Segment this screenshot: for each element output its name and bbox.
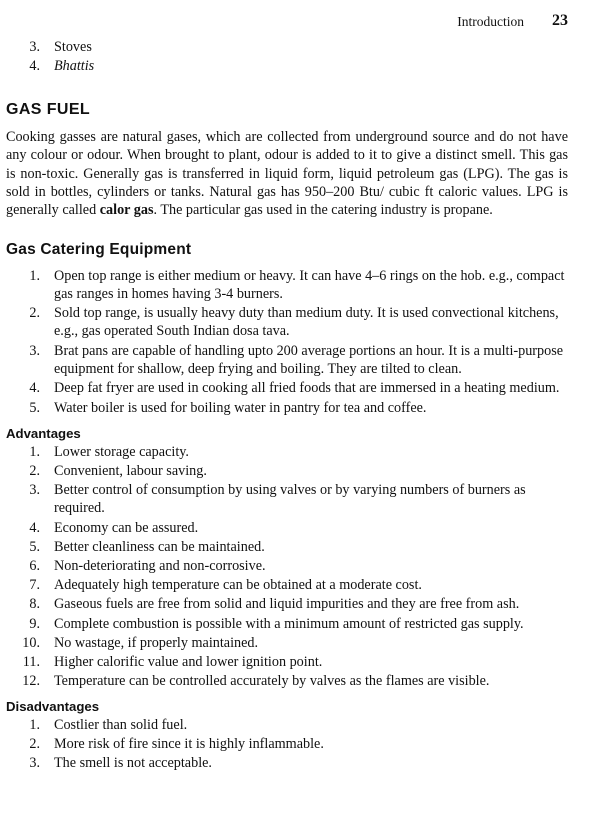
list-item — [6, 672, 568, 690]
item-text: Adequately high temperature can be obtained at a moderate cost. — [54, 577, 422, 594]
item-text: Stoves — [54, 39, 92, 55]
item-text: Water boiler is used for boiling water in pantry for tea and coffee. — [54, 400, 427, 417]
item-text: Sold top range, is usually heavy duty than medium duty. It is used convectional kitchens, e.g., gas operated South Indian dosa tava. — [54, 305, 559, 340]
item-number: 4. — [29, 58, 40, 75]
advantages-list — [6, 443, 568, 690]
item-number: 7. — [29, 577, 40, 594]
list-item — [6, 57, 568, 75]
item-text: Temperature can be controlled accurately by valves as the flames are visible. — [54, 673, 490, 690]
paragraph-text: Cooking gasses are natural gases, which are collected from underground source and do not have any colour or odour. When brought to plant, odour is added to it to give a distinct smell. This gas is non-toxic. Generally gas is transferred in liquid form, liquid petroleum gas (LPG). The gas is sold in bottles, cylinders or tanks. Natural gas has 950–200 Btu/ cubic ft caloric values. LPG is generally called — [6, 129, 568, 219]
item-text: Better control of consumption by using valves or by varying numbers of burners as required. — [54, 482, 526, 517]
list-item — [6, 653, 568, 671]
item-number: 12. — [22, 673, 40, 690]
list-item — [6, 443, 568, 461]
gas-fuel-paragraph — [6, 128, 568, 219]
item-text: Complete combustion is possible with a minimum amount of restricted gas supply. — [54, 615, 524, 632]
subheading-advantages: Advantages — [6, 426, 81, 442]
item-text: Brat pans are capable of handling upto 200 average portions an hour. It is a multi-purpose equipment for shallow, deep frying and boiling. They are tilted to clean. — [54, 342, 564, 377]
list-item — [6, 538, 568, 556]
item-number: 10. — [22, 634, 40, 651]
item-text: More risk of fire since it is highly inflammable. — [54, 736, 324, 753]
item-number: 5. — [29, 538, 40, 555]
list-item — [6, 716, 568, 734]
item-number: 3. — [29, 482, 40, 499]
item-number: 3. — [29, 755, 40, 772]
list-item — [6, 754, 568, 772]
list-item — [6, 38, 568, 56]
item-text: The smell is not acceptable. — [54, 755, 212, 772]
item-number: 1. — [29, 267, 40, 284]
item-number: 2. — [29, 305, 40, 322]
item-text: Lower storage capacity. — [54, 444, 189, 461]
list-item — [6, 615, 568, 633]
list-item — [6, 399, 568, 417]
item-number: 6. — [29, 557, 40, 574]
item-number: 11. — [22, 653, 40, 670]
continued-list — [6, 38, 568, 75]
disadvantages-list — [6, 716, 568, 772]
page-number: 23 — [552, 12, 568, 29]
item-number: 2. — [29, 736, 40, 753]
item-text: Higher calorific value and lower ignition point. — [54, 653, 323, 670]
running-head: Introduction — [457, 14, 524, 29]
item-number: 1. — [29, 717, 40, 734]
list-item — [6, 481, 568, 517]
item-number: 3. — [29, 342, 40, 359]
item-number: 3. — [29, 39, 40, 55]
section-heading-gas-fuel: GAS FUEL — [6, 101, 91, 119]
item-number: 8. — [29, 596, 40, 613]
list-item — [6, 519, 568, 537]
subheading-gas-catering-equipment: Gas Catering Equipment — [6, 240, 192, 258]
list-item — [6, 735, 568, 753]
item-text: Non-deteriorating and non-corrosive. — [54, 557, 266, 574]
list-item — [6, 576, 568, 594]
equipment-list — [6, 267, 568, 417]
list-item — [6, 267, 568, 303]
list-item — [6, 379, 568, 397]
list-item — [6, 304, 568, 340]
item-text: Gaseous fuels are free from solid and liquid impurities and they are free from ash. — [54, 596, 520, 613]
item-text: No wastage, if properly maintained. — [54, 634, 259, 651]
list-item — [6, 595, 568, 613]
item-number: 1. — [29, 444, 40, 461]
item-text: Bhattis — [54, 58, 95, 75]
item-text: Deep fat fryer are used in cooking all fried foods that are immersed in a heating medium. — [54, 380, 560, 397]
list-item — [6, 557, 568, 575]
list-item — [6, 634, 568, 652]
item-text: Open top range is either medium or heavy. It can have 4–6 rings on the hob. e.g., compact gas ranges in homes having 3-4 burners. — [54, 267, 565, 302]
item-text: Convenient, labour saving. — [54, 463, 207, 480]
item-number: 4. — [29, 519, 40, 536]
list-item — [6, 462, 568, 480]
bold-term: calor gas — [99, 202, 154, 219]
item-text: Economy can be assured. — [54, 519, 199, 536]
subheading-disadvantages: Disadvantages — [6, 699, 100, 715]
item-number: 9. — [29, 615, 40, 632]
item-text: Better cleanliness can be maintained. — [54, 538, 265, 555]
page-body — [6, 38, 568, 774]
item-text: Costlier than solid fuel. — [54, 717, 188, 734]
paragraph-text: . The particular gas used in the catering industry is propane. — [153, 202, 493, 219]
item-number: 2. — [29, 463, 40, 480]
item-number: 4. — [29, 380, 40, 397]
page-header — [0, 12, 600, 32]
list-item — [6, 342, 568, 378]
item-number: 5. — [29, 400, 40, 417]
